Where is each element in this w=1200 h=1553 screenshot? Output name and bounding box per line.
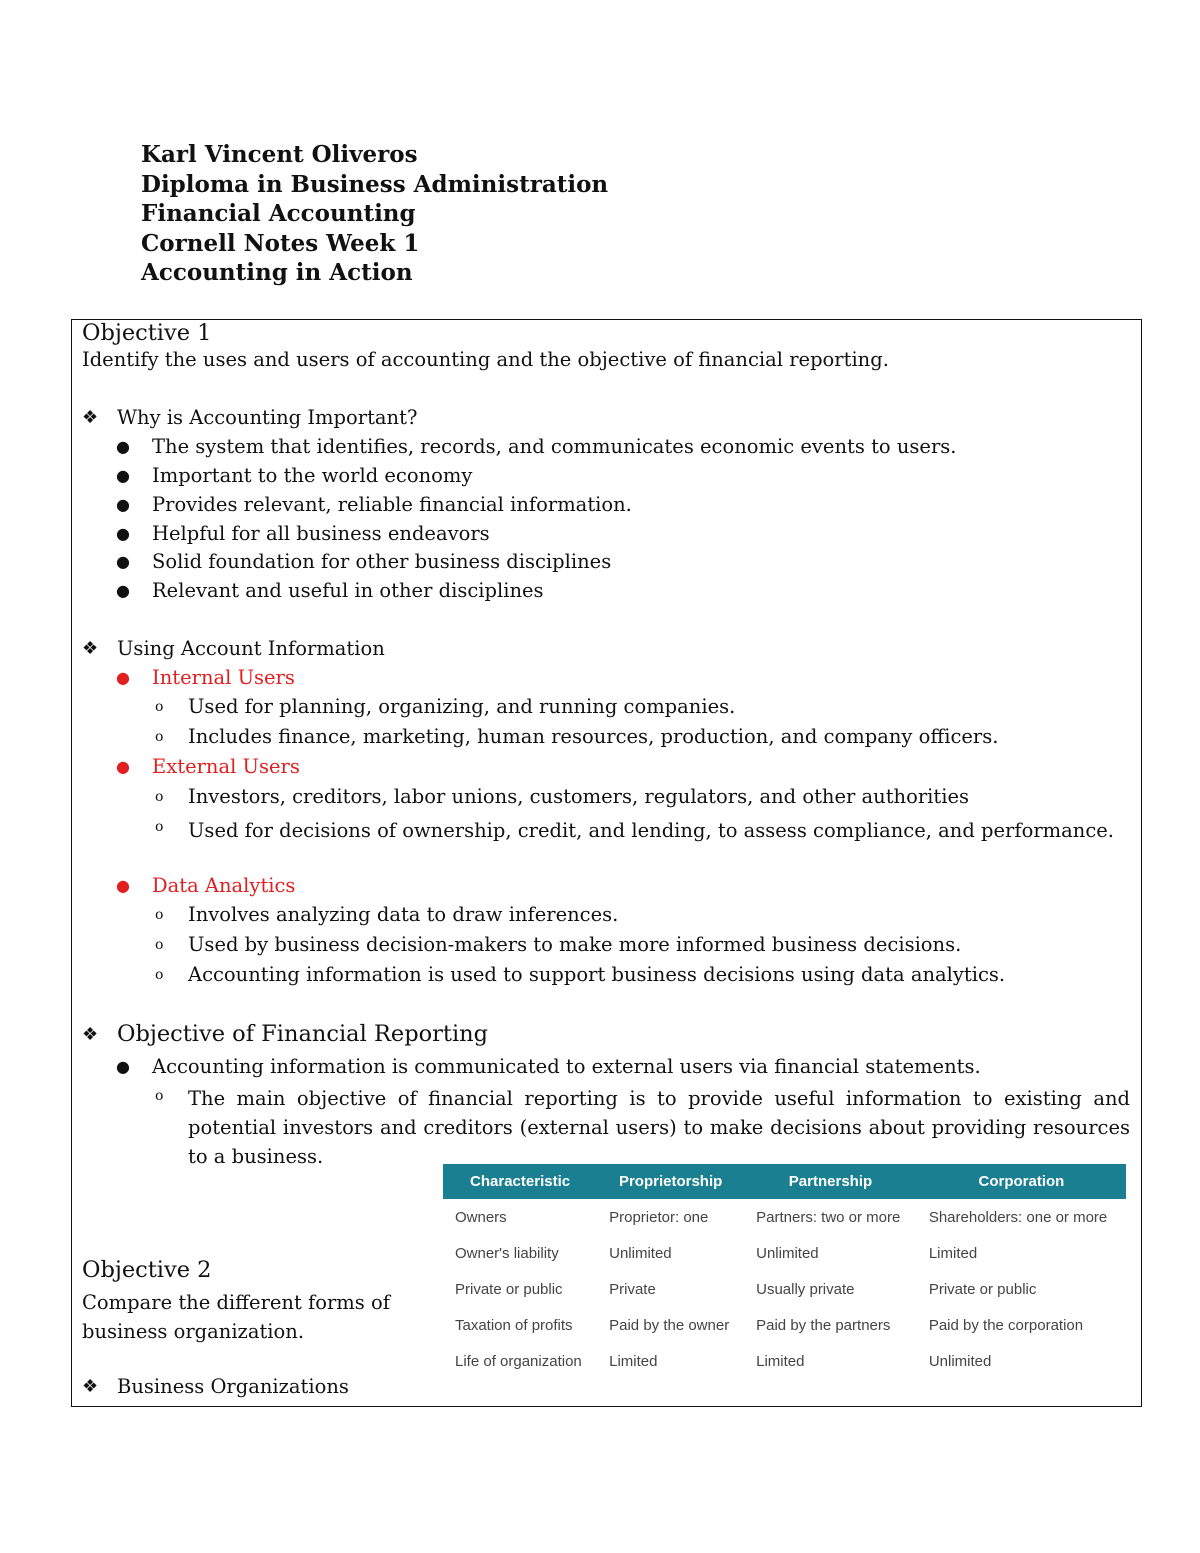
data-analytics-label: Data Analytics bbox=[152, 874, 296, 897]
list-item: Used by business decision-makers to make more informed business decisions. bbox=[188, 933, 962, 956]
internal-users-label: Internal Users bbox=[152, 666, 295, 689]
circle-bullet-icon: o bbox=[155, 699, 164, 715]
diamond-bullet-icon: ❖ bbox=[82, 1024, 99, 1045]
list-item: Used for decisions of ownership, credit, and lending, to assess compliance, and performance. bbox=[188, 819, 1114, 842]
document-header bbox=[141, 140, 608, 288]
table-cell: Unlimited bbox=[928, 1352, 992, 1370]
bullet-icon: ● bbox=[116, 581, 130, 600]
notes-title: Cornell Notes Week 1 bbox=[141, 229, 420, 257]
circle-bullet-icon: o bbox=[155, 1088, 164, 1104]
external-users-label: External Users bbox=[152, 755, 300, 778]
table-cell: Paid by the corporation bbox=[928, 1316, 1084, 1334]
objective-1-title: Objective 1 bbox=[82, 320, 212, 346]
objective-2-description: Compare the different forms of business organization. bbox=[82, 1291, 390, 1343]
column-header: Proprietorship bbox=[597, 1164, 744, 1199]
table-cell: Private or public bbox=[928, 1280, 1037, 1298]
table-cell: Shareholders: one or more bbox=[928, 1208, 1108, 1226]
table-row bbox=[443, 1235, 1126, 1271]
circle-bullet-icon: o bbox=[155, 967, 164, 983]
circle-bullet-icon: o bbox=[155, 819, 164, 835]
list-item: Important to the world economy bbox=[152, 464, 473, 487]
circle-bullet-icon: o bbox=[155, 729, 164, 745]
table-row bbox=[443, 1343, 1126, 1379]
bullet-icon: ● bbox=[116, 495, 130, 514]
reporting-heading: Objective of Financial Reporting bbox=[117, 1021, 489, 1047]
table-cell: Limited bbox=[609, 1352, 658, 1370]
list-item: Includes finance, marketing, human resources, production, and company officers. bbox=[188, 725, 999, 748]
diamond-bullet-icon: ❖ bbox=[82, 638, 99, 659]
circle-bullet-icon: o bbox=[155, 907, 164, 923]
bullet-icon: ● bbox=[116, 524, 130, 543]
list-item: Investors, creditors, labor unions, customers, regulators, and other authorities bbox=[188, 785, 970, 808]
author-name: Karl Vincent Oliveros bbox=[141, 141, 418, 168]
list-item: The main objective of financial reporting is to provide useful information to existing and potential investors and creditors (external users) to make decisions about providing resources to a business. bbox=[188, 1087, 1130, 1168]
circle-bullet-icon: o bbox=[155, 937, 164, 953]
bullet-icon: ● bbox=[116, 466, 130, 485]
table-cell: Limited bbox=[756, 1352, 805, 1370]
bullet-icon: ● bbox=[116, 757, 130, 776]
table-cell: Taxation of profits bbox=[455, 1316, 573, 1334]
table-cell: Limited bbox=[928, 1244, 978, 1262]
list-item: Provides relevant, reliable financial information. bbox=[152, 493, 632, 516]
table-row bbox=[443, 1271, 1126, 1307]
table-row bbox=[443, 1307, 1126, 1343]
objective-2-title: Objective 2 bbox=[82, 1257, 212, 1283]
table-cell: Proprietor: one bbox=[609, 1208, 709, 1226]
table-cell: Unlimited bbox=[756, 1244, 819, 1262]
table-cell: Private bbox=[609, 1280, 656, 1298]
bullet-icon: ● bbox=[116, 437, 130, 456]
table-cell: Owner's liability bbox=[455, 1244, 559, 1262]
column-header: Partnership bbox=[744, 1164, 917, 1199]
diamond-bullet-icon: ❖ bbox=[82, 1376, 99, 1397]
program-name: Diploma in Business Administration bbox=[141, 170, 609, 198]
using-heading: Using Account Information bbox=[117, 637, 385, 660]
diamond-bullet-icon: ❖ bbox=[82, 407, 99, 428]
table-cell: Paid by the owner bbox=[609, 1316, 730, 1334]
list-item: Involves analyzing data to draw inferences. bbox=[188, 903, 619, 926]
objective-1-description: Identify the uses and users of accounting and the objective of financial reporting. bbox=[82, 348, 889, 371]
table-cell: Paid by the partners bbox=[756, 1316, 891, 1334]
bullet-icon: ● bbox=[116, 1057, 130, 1076]
list-item: The system that identifies, records, and communicates economic events to users. bbox=[152, 435, 957, 458]
bullet-icon: ● bbox=[116, 668, 130, 687]
topic-title: Accounting in Action bbox=[141, 259, 413, 286]
bullet-icon: ● bbox=[116, 876, 130, 895]
list-item: Relevant and useful in other disciplines bbox=[152, 579, 544, 602]
why-heading: Why is Accounting Important? bbox=[117, 406, 418, 429]
list-item: Used for planning, organizing, and running companies. bbox=[188, 695, 736, 718]
business-organizations-heading: Business Organizations bbox=[117, 1375, 349, 1398]
table-cell: Private or public bbox=[455, 1280, 563, 1298]
list-item: Solid foundation for other business disciplines bbox=[152, 550, 612, 573]
table-cell: Life of organization bbox=[455, 1352, 582, 1370]
column-header: Corporation bbox=[917, 1164, 1126, 1199]
list-item: Accounting information is used to support business decisions using data analytics. bbox=[188, 963, 1006, 986]
table-cell: Owners bbox=[455, 1208, 507, 1226]
bullet-icon: ● bbox=[116, 552, 130, 571]
table-cell: Unlimited bbox=[609, 1244, 672, 1262]
list-item: Helpful for all business endeavors bbox=[152, 522, 490, 545]
table-header-row bbox=[443, 1164, 1126, 1199]
course-name: Financial Accounting bbox=[141, 200, 416, 227]
table-cell: Usually private bbox=[756, 1280, 855, 1298]
table-cell: Partners: two or more bbox=[756, 1208, 901, 1226]
column-header: Characteristic bbox=[443, 1164, 597, 1199]
circle-bullet-icon: o bbox=[155, 789, 164, 805]
list-item: Accounting information is communicated to external users via financial statements. bbox=[152, 1055, 981, 1078]
table-row bbox=[443, 1199, 1126, 1235]
business-forms-table bbox=[443, 1164, 1126, 1379]
